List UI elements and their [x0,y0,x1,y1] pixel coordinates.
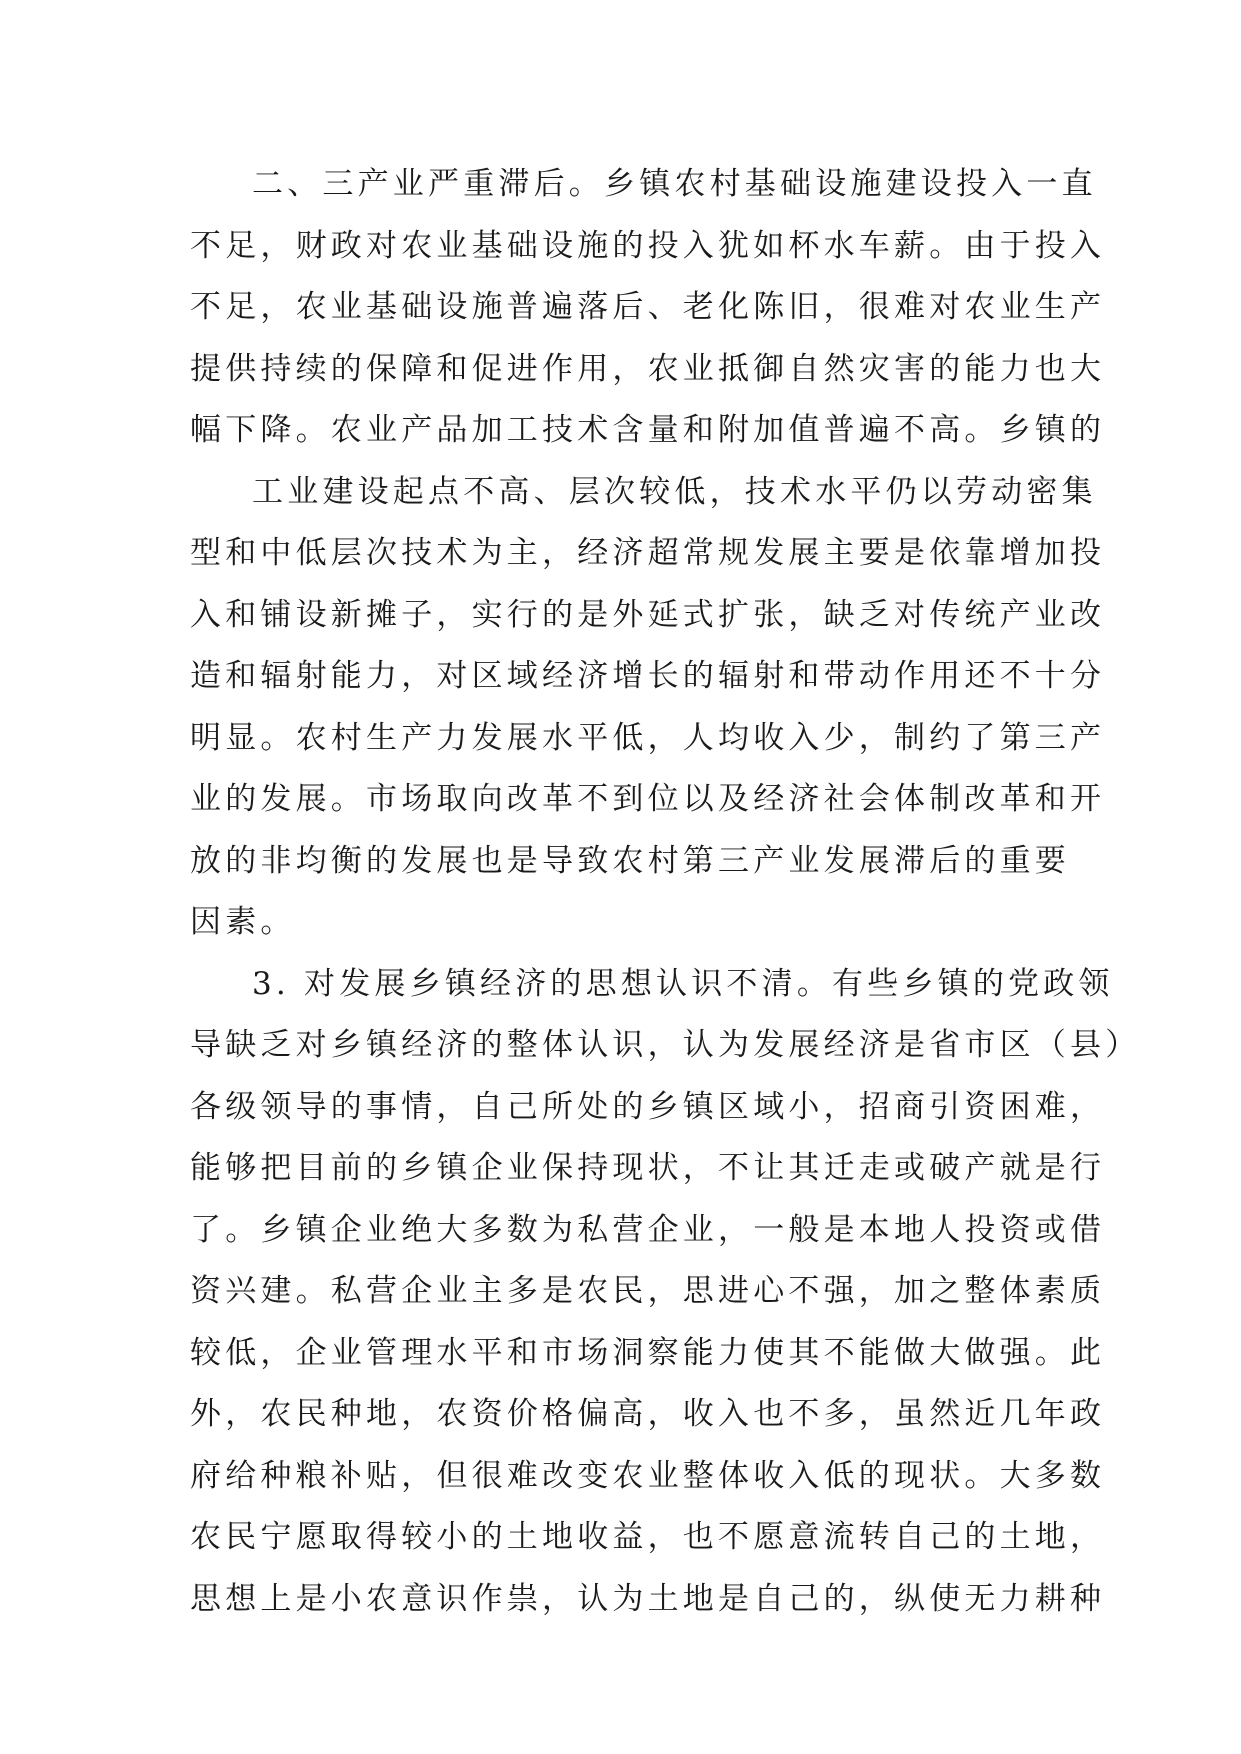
text-line: 幅下降。农业产品加工技术含量和附加值普遍不高。乡镇的 [190,412,1106,448]
text-line: 工业建设起点不高、层次较低，技术水平仍以劳动密集 [252,473,1097,510]
text-line: 农民宁愿取得较小的土地收益，也不愿意流转自己的土地， [190,1519,1106,1555]
text-line: 入和铺设新摊子，实行的是外延式扩张，缺乏对传统产业改 [190,596,1106,633]
text-line: 导缺乏对乡镇经济的整体认识，认为发展经济是省市区（县） [190,1027,1141,1063]
text-line: 思想上是小农意识作祟，认为土地是自己的，纵使无力耕种 [190,1580,1106,1617]
text-line: 各级领导的事情，自己所处的乡镇区域小，招商引资困难， [190,1088,1106,1125]
text-line: 不足，财政对农业基础设施的投入犹如杯水车薪。由于投入 [190,227,1106,264]
text-line: 3. 对发展乡镇经济的思想认识不清。有些乡镇的党政领 [252,965,1114,1002]
text-line: 了。乡镇企业绝大多数为私营企业，一般是本地人投资或借 [190,1211,1106,1248]
text-line: 能够把目前的乡镇企业保持现状，不让其迁走或破产就是行 [190,1150,1106,1186]
text-line: 较低，企业管理水平和市场洞察能力使其不能做大做强。此 [190,1334,1106,1371]
text-line: 二、三产业严重滞后。乡镇农村基础设施建设投入一直 [252,166,1097,202]
text-line: 府给种粮补贴，但很难改变农业整体收入低的现状。大多数 [190,1457,1106,1494]
text-line: 提供持续的保障和促进作用，农业抵御自然灾害的能力也大 [190,350,1106,387]
text-line: 明显。农村生产力发展水平低，人均收入少，制约了第三产 [190,719,1106,756]
text-line: 造和辐射能力，对区域经济增长的辐射和带动作用还不十分 [190,658,1106,694]
text-line: 资兴建。私营企业主多是农民，思进心不强，加之整体素质 [190,1273,1106,1309]
text-line: 放的非均衡的发展也是导致农村第三产业发展滞后的重要 [190,842,1070,879]
document-body [190,154,1141,1630]
text-line: 业的发展。市场取向改革不到位以及经济社会体制改革和开 [190,781,1106,817]
text-line: 因素。 [190,904,296,940]
text-line: 型和中低层次技术为主，经济超常规发展主要是依靠增加投 [190,535,1106,571]
text-line: 外，农民种地，农资价格偏高，收入也不多，虽然近几年政 [190,1396,1106,1432]
text-line: 不足，农业基础设施普遍落后、老化陈旧，很难对农业生产 [190,289,1106,325]
